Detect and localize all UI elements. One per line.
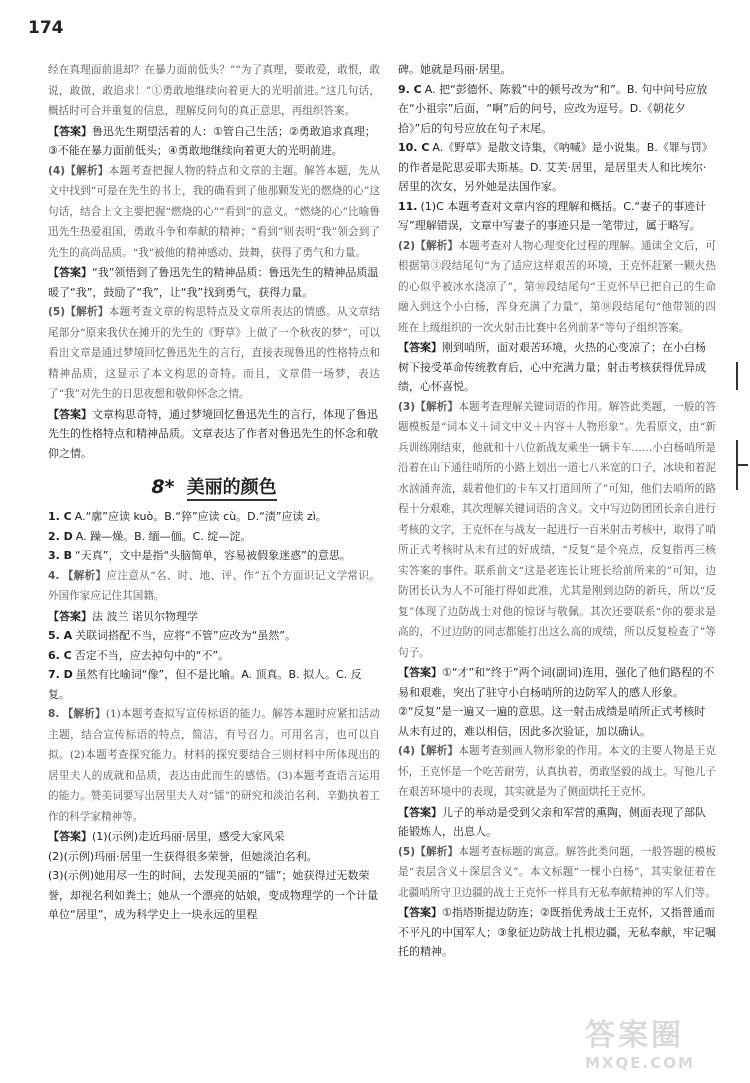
label-tag: 【答案】 (398, 666, 442, 679)
body-text: 虽然有比喻词“像”，但不是比喻。A. 顶真。B. 拟人。C. 反复。 (48, 668, 362, 701)
explanation-paragraph (398, 741, 716, 803)
label-tag: (5)【解析】 (398, 845, 459, 858)
body-text: 鲁迅先生期望活着的人：①管自己生活；②勇敢追求真理；③不能在暴力面前低头；④勇敢地继续向着更大的光明前进。 (48, 124, 376, 157)
body-text: 本题考查把握人物的特点和文章的主题。解答本题，先从文中找到“可是在先生的书上，我的确看到了他那颗发光的燃烧的心”这句话，结合上文主要把握“燃烧的心”“看到”的意义。“燃烧的心”比喻鲁迅先生热爱祖国，勇敢斗争和奉献的精神；“看到”则表明“我”领会到了先生的高尚品质。“我”被他的精神感动、鼓舞，获得了勇气和力量。 (48, 164, 380, 259)
explanation-paragraph (398, 702, 716, 741)
question-number: 10. C (398, 141, 430, 154)
body-text: 本题考查刻画人物形象的作用。本文的主要人物是王克怀，王克怀是一个吃苦耐劳，认真执着，勇敢坚毅的战士。写他儿子在艰苦环境中的表现，其实就是为了侧面烘托王克怀。 (398, 745, 716, 798)
label-tag: (3)【解析】 (398, 400, 459, 413)
body-text: “我”领悟到了鲁迅先生的精神品质：鲁迅先生的精神品质温暖了“我”，鼓励了“我”，让“我”找到勇气，获得力量。 (48, 266, 379, 299)
answer-paragraph (48, 263, 380, 302)
body-text: A.“廓”应读 kuò。B.“猝”应读 cù。D.“渍”应读 zì。 (74, 510, 327, 523)
explanation-paragraph (398, 236, 716, 339)
question-number: 9. C (398, 82, 422, 96)
question-number: 7. D (48, 668, 73, 681)
label-tag: (4)【解析】 (398, 745, 459, 757)
explanation-paragraph (48, 866, 380, 925)
label-tag: 【答案】 (48, 609, 92, 623)
explanation-paragraph (398, 842, 716, 904)
margin-mark (736, 362, 738, 390)
body-text: 关联词搭配不当，应将“不管”应改为“虽然”。 (75, 629, 296, 642)
question-number: 8. (48, 708, 60, 720)
right-column (398, 60, 716, 962)
explanation-paragraph (48, 161, 380, 264)
question-number: 5. A (48, 629, 73, 642)
explanation-paragraph (48, 847, 380, 867)
explanation-paragraph (48, 302, 380, 405)
answer-paragraph (398, 803, 716, 842)
body-text: 否定不当，应去掉句中的“不”。 (74, 648, 230, 662)
body-text: 刚到哨所，面对艰苦环境，火热的心变凉了；在小白杨树下接受革命传统教育后，心中充满力量；射击考核获得优异成绩，心怀喜悦。 (398, 341, 706, 393)
explanation-paragraph (48, 60, 380, 122)
label-tag: 【答案】 (48, 407, 92, 421)
label-tag: 【解析】 (62, 708, 106, 720)
question-item (48, 704, 380, 827)
body-text: 应注意从“名、时、地、评、作”五个方面识记文学常识。外国作家应记住其国籍。 (48, 569, 380, 602)
body-text: 本题考查文章的构思特点及文章所表达的情感。从文章结尾部分“原来我伏在摊开的先生的《野草》上做了一个秋夜的梦”，可以看出文章是通过梦境回忆鲁迅先生的言行，直接表现鲁迅的性格特点和精神品质，这显示了本文构思的奇特。而且，文章借一场梦，表达了“我”对先生的日思夜想和敬仰怀念之情。 (48, 306, 380, 400)
question-item (48, 626, 380, 646)
answer-paragraph (398, 903, 716, 962)
page-number: 174 (28, 18, 64, 38)
question-number: 2. D (48, 529, 73, 543)
body-text: (3)(示例)她用尽一生的时间，去发现美丽的“镭”；她获得过无数荣誉，却视名利如粪土；她从一个漂亮的姑娘，变成物理学的一个计量单位“居里”，成为科学史上一块永远的里程 (48, 869, 378, 921)
section-heading: 美丽的颜色 (187, 477, 277, 501)
body-text: ①“才”和“终于”两个词(副词)连用，强化了他们路程的不易和艰难，突出了驻守小白杨哨所的边防军人的感人形象。 (398, 666, 715, 699)
section-title (48, 473, 380, 499)
body-text: (1)C 本题考查对文章内容的理解和概括。C.“妻子的事迹计写”理解错误，文章中写妻子的事迹只是一笔带过，属于略写。 (398, 199, 707, 232)
question-number: 3. B (48, 549, 73, 562)
answer-paragraph (48, 607, 380, 627)
body-text: A.《野草》是散文诗集，《呐喊》是小说集。B.《罪与罚》的作者是陀思妥耶夫斯基。D. 艾芙·居里，是居里夫人和比埃尔·居里的次女，另外她是法国作家。 (398, 141, 713, 193)
body-text: 本题考查标题的寓意。解答此类问题，一般答题的模板是“表层含义＋深层含义”。本文标题“一棵小白杨”，其实象征着在北疆哨所守卫边疆的战士王克怀一样具有无私奉献精神的军人们等。 (398, 845, 716, 899)
explanation-paragraph (398, 397, 716, 664)
question-item (398, 80, 716, 139)
question-item (48, 546, 380, 566)
left-column (48, 60, 380, 925)
question-item (398, 138, 716, 197)
answer-paragraph (398, 338, 716, 397)
body-text: 法 波兰 诺贝尔物理学 (92, 609, 198, 623)
question-item (48, 566, 380, 607)
body-text: 本题考查对人物心理变化过程的理解。通读全文后，可根据第③段结尾句“为了适应这样艰苦的环境，王克怀赶紧一颗火热的心似乎被冰水浇凉了”，第⑩段结尾句“王克怀早已把自己的生命融入到这个小白杨，浑身充满了力量”，第⑱段结尾句“他带领的四班在上级组织的一次火射击比赛中名列前茅”等句子组织答案。 (398, 239, 716, 334)
body-text: “天真”，文中是指“头脑简单，容易被假象迷惑”的意思。 (75, 549, 351, 562)
margin-mark (736, 440, 738, 490)
label-tag: (2)【解析】 (398, 239, 459, 252)
watermark-text: 答案圈 (585, 1018, 684, 1053)
watermark-logo (585, 1010, 745, 1076)
body-text: 文章构思奇特，通过梦境回忆鲁迅先生的言行，体现了鲁迅先生的性格特点和精神品质。文章表达了作者对鲁迅先生的怀念和敬仰之情。 (48, 407, 378, 460)
answer-paragraph (48, 122, 380, 161)
watermark-url: MXQE.COM (585, 1054, 695, 1072)
question-item (48, 665, 380, 704)
answer-paragraph (48, 405, 380, 464)
label-tag: 【答案】 (398, 341, 442, 354)
question-number: 4. (48, 569, 60, 582)
body-text: (1)本题考查拟写宣传标语的能力。解答本题时应紧扣活动主题，结合宣传标语的特点，简洁，有号召力。可用名言，也可以自拟。(2)本题考查探究能力。材料的探究要结合三则材料中所体现出的居里夫人的成就和品质，表达由此而生的感悟。(3)本题考查语言运用的能力。赞美词要写出居里夫人对“镭”的研究和淡泊名利、辛勤执着工作的科学家精神等。 (48, 708, 380, 823)
label-tag: (4)【解析】 (48, 164, 109, 177)
question-number: 6. C (48, 648, 72, 662)
question-item (48, 527, 380, 547)
question-item (48, 646, 380, 666)
label-tag: 【答案】 (48, 830, 92, 843)
label-tag: 【答案】 (398, 906, 442, 919)
question-item (48, 507, 380, 527)
label-tag: 【答案】 (48, 266, 92, 279)
label-tag: (5)【解析】 (48, 306, 109, 318)
body-text: A. 把“彭德怀、陈毅”中的顿号改为“和”。B. 句中问号应放在“小祖宗”后面，“啊”后的问号，应改为逗号。D.《朝花夕拾》”后的句号应放在句子末尾。 (398, 82, 708, 135)
body-text: (2)(示例)玛丽·居里一生获得很多荣誉，但她淡泊名利。 (48, 849, 318, 863)
question-item (398, 197, 716, 236)
body-text: (1)(示例)走近玛丽·居里，感受大家风采 (92, 830, 285, 843)
question-number: 11. (398, 199, 418, 213)
answer-paragraph (48, 827, 380, 847)
body-text: ②“反复”是一遍又一遍的意思。这一射击成绩是哨所正式考核时从未有过的，难以相信，因此多次验证，加以确认。 (398, 705, 706, 738)
explanation-paragraph (398, 60, 716, 80)
label-tag: 【答案】 (398, 805, 442, 819)
body-text: 经在真理面前退却？在暴力面前低头？”“为了真理，要敢爱，敢恨，敢说，敢做，敢追求！”①勇敢地继续向着更大的光明前进。”这几句话，概括时可合并重复的信息，理解反问句的真正意思，再组织答案。 (48, 64, 380, 117)
question-number: 1. C (48, 510, 72, 523)
body-text: ①指塔斯提边防连；②既指优秀战士王克怀，又指普通而不平凡的中国军人；③象征边防战士扎根边疆，无私奉献，牢记嘱托的精神。 (398, 906, 716, 958)
label-tag: 【解析】 (62, 569, 107, 582)
body-text: 本题考查理解关键词语的作用。解答此类题，一般的答题模板是“词本义＋词文中义＋内容＋人物形象”。先看原文，由“新兵训练刚结束，他就和十八位新战友乘坐一辆卡车……小白杨哨所是沿着在山下通往哨所的小路上划出一道七八米宽的口子，冰块和着泥水汹涌奔流，载着他们的卡车又打道回所了”可知，他们去哨所的路程十分艰难，其次理解关键词语的含义。文中写边防团团长亲自进行考核的文字，王克怀在与战友一起进行一百米射击考核中，取得了哨所正式考核时从未有过的好成绩，“反复”是个亮点，反复指再三核实答案的事件。联系前文“这是老连长让班长给前所来的”可知，边防团长认为人不可能打得如此准，尤其是刚到边防的新兵，所以“反复”体现了边防战士对他的惊讶与敬佩。其次还要联系“你的要求是高的，不过边防的同志都能打出这么高的成绩，所以反复检查了”等句子。 (398, 400, 716, 659)
body-text: 儿子的举动是受到父亲和军营的熏陶，侧面表现了部队能锻炼人，出息人。 (398, 805, 706, 838)
label-tag: 【答案】 (48, 124, 92, 138)
section-number: 8* (151, 476, 175, 498)
answer-paragraph (398, 663, 716, 702)
body-text: 碑。她就是玛丽·居里。 (398, 63, 512, 76)
body-text: A. 躁—燥。B. 缅—偭。C. 绽—淀。 (75, 529, 252, 543)
